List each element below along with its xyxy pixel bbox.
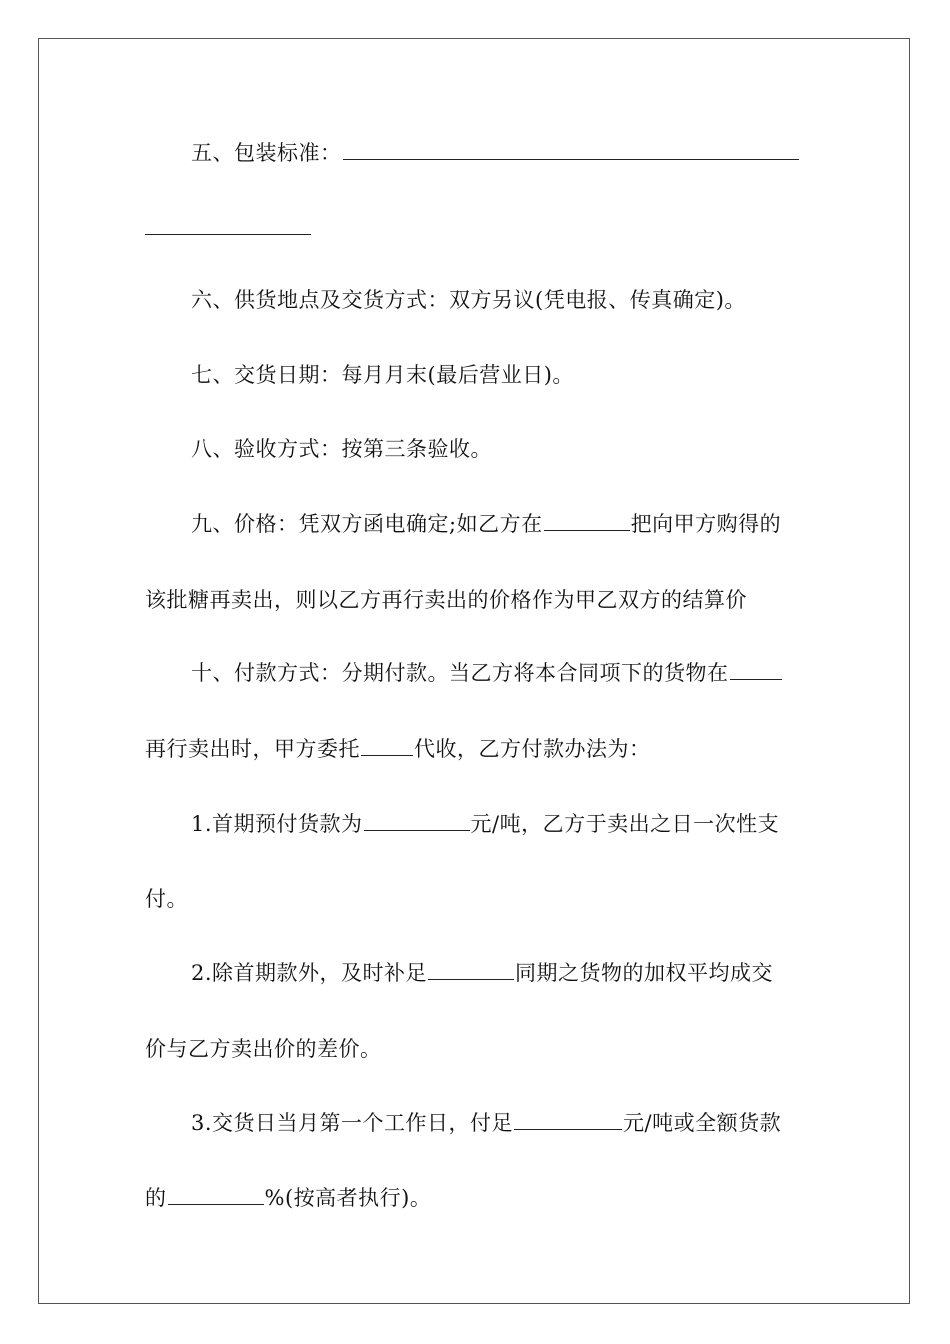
payment-item-3-text-d: %(按高者执行)。 (264, 1186, 432, 1210)
payment-item-3-continuation (145, 1183, 805, 1213)
payment-item-2-text-a: 2.除首期款外，及时补足 (191, 961, 428, 985)
clause-9-text-c: 该批糖再卖出，则以乙方再行卖出的价格作为甲乙双方的结算价 (145, 588, 747, 612)
blank-field (343, 139, 799, 160)
clause-8-acceptance (145, 434, 805, 464)
payment-item-1-text-a: 1.首期预付货款为 (191, 812, 363, 836)
blank-field (544, 510, 630, 531)
payment-item-2-text-b: 同期之货物的加权平均成交 (515, 961, 774, 985)
payment-item-1-continuation (145, 884, 805, 914)
clause-10-text-a: 十、付款方式：分期付款。当乙方将本合同项下的货物在 (191, 661, 729, 685)
payment-item-1 (145, 809, 805, 839)
clause-7-date (145, 360, 805, 390)
payment-item-2-text-c: 价与乙方卖出价的差价。 (145, 1037, 382, 1061)
clause-9-continuation (145, 585, 805, 615)
blank-field (168, 1184, 264, 1205)
clause-6-delivery (145, 285, 805, 315)
blank-field (428, 959, 514, 980)
blank-field (514, 1109, 622, 1130)
clause-6-text: 六、供货地点及交货方式：双方另议(凭电报、传真确定)。 (191, 288, 746, 312)
blank-field (361, 735, 413, 756)
clause-10-text-b: 再行卖出时，甲方委托 (145, 737, 360, 761)
clause-10-continuation (145, 734, 805, 764)
clause-9-text-a: 九、价格：凭双方函电确定;如乙方在 (191, 512, 543, 536)
blank-field (730, 659, 782, 680)
payment-item-3-text-a: 3.交货日当月第一个工作日，付足 (191, 1111, 514, 1135)
payment-item-3 (145, 1108, 805, 1138)
blank-field (364, 810, 470, 831)
clause-10-payment (145, 658, 805, 688)
payment-item-1-text-c: 付。 (145, 887, 188, 911)
clause-8-text: 八、验收方式：按第三条验收。 (191, 437, 492, 461)
clause-9-text-b: 把向甲方购得的 (630, 512, 782, 536)
clause-10-text-c: 代收，乙方付款办法为： (414, 737, 651, 761)
payment-item-2-continuation (145, 1034, 805, 1064)
clause-9-price (145, 509, 805, 539)
clause-5-packaging (145, 138, 805, 168)
payment-item-3-text-c: 的 (145, 1186, 167, 1210)
clause-5-text: 五、包装标准： (191, 141, 342, 165)
payment-item-1-text-b: 元/吨，乙方于卖出之日一次性支 (470, 812, 780, 836)
payment-item-3-text-b: 元/吨或全额货款 (623, 1111, 782, 1135)
blank-field-continuation (145, 234, 311, 235)
payment-item-2 (145, 958, 805, 988)
clause-7-text: 七、交货日期：每月月末(最后营业日)。 (191, 363, 574, 387)
